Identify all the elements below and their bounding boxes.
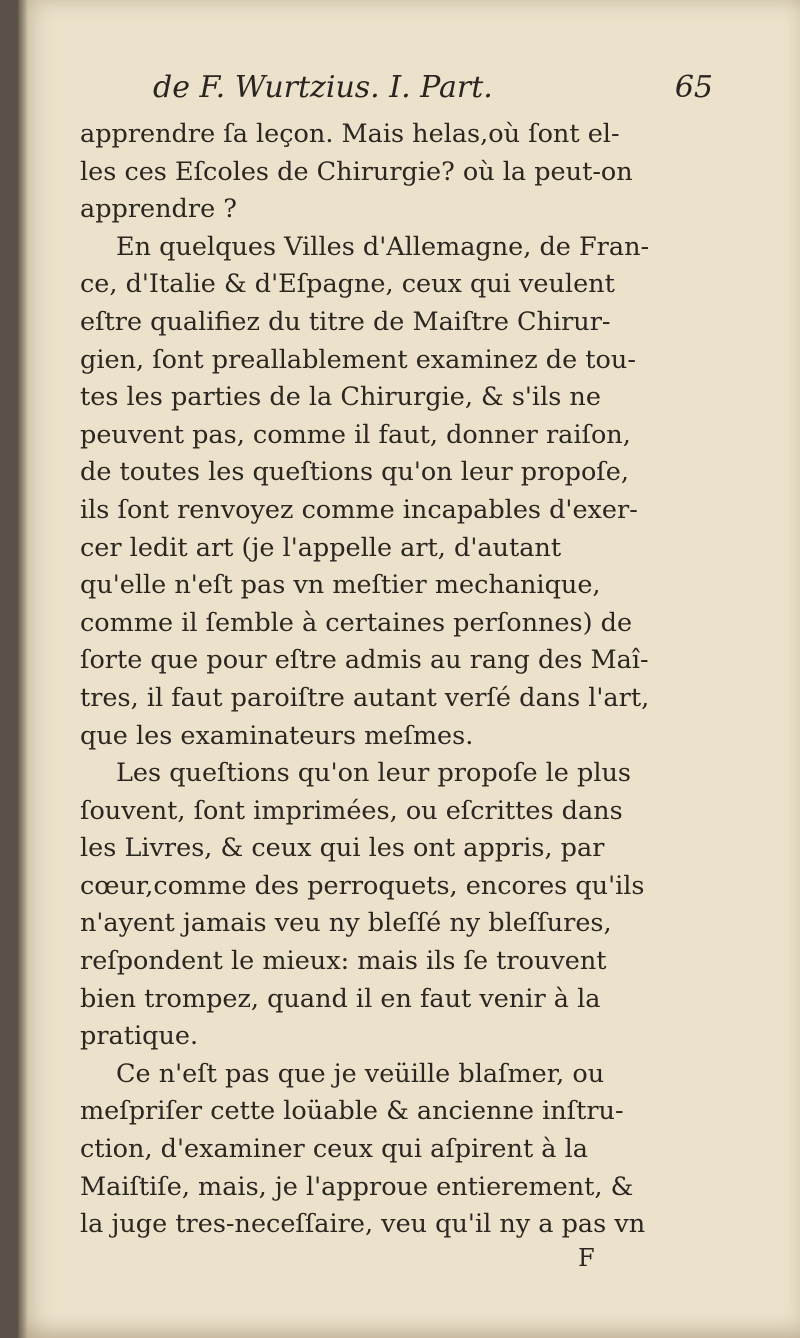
text-line: reſpondent le mieux: mais ils ſe trouvent [80,946,607,977]
text-line: peuvent pas, comme il faut, donner raiſon, [80,419,631,450]
page-number: 65 [674,70,713,105]
text-line: apprendre ? [80,194,237,225]
text-line: En quelques Villes d'Allemagne, de Fran- [116,231,650,262]
text-line: gien, ſont preallablement examinez de tou- [80,344,636,375]
text-line: meſpriſer cette loüable & ancienne inſtru- [80,1096,624,1127]
text-line: cœur,comme des perroquets, encores qu'ils [80,870,645,901]
running-title: de F. Wurtzius. I. Part. [153,70,493,105]
text-line: bien trompez, quand il en faut venir à la [80,983,601,1014]
text-line: pratique. [80,1021,199,1052]
text-line: Les queſtions qu'on leur propoſe le plus [116,758,631,789]
text-line: ſouvent, ſont imprimées, ou eſcrittes dans [80,795,623,826]
text-line: tres, il faut paroiſtre autant verſé dans l'art, [80,682,650,713]
text-line: cer ledit art (je l'appelle art, d'autant [80,532,562,563]
text-line: qu'elle n'eſt pas vn meſtier mechanique, [80,570,601,601]
text-line: comme il ſemble à certaines perſonnes) de [80,607,633,638]
text-line: les Livres, & ceux qui les ont appris, par [80,833,605,864]
signature-mark: F [578,1244,595,1272]
text-line: Ce n'eſt pas que je veüille blaſmer, ou [116,1058,605,1089]
book-page [18,0,800,1338]
text-line: les ces Eſcoles de Chirurgie? où la peut-on [80,156,633,187]
running-header [153,70,713,105]
text-line: n'ayent jamais veu ny bleſſé ny bleſſures, [80,908,612,939]
text-line: que les examinateurs meſmes. [80,720,474,751]
text-line: ction, d'examiner ceux qui aſpirent à la [80,1134,588,1165]
text-line: tes les parties de la Chirurgie, & s'ils ne [80,382,601,413]
text-line: la juge tres-neceſſaire, veu qu'il ny a pas vn [80,1209,646,1240]
text-line: ils ſont renvoyez comme incapables d'exer- [80,494,638,525]
text-line: eſtre qualifiez du titre de Maiſtre Chirur- [80,306,611,337]
text-line: de toutes les queſtions qu'on leur propoſe, [80,457,629,488]
text-line: apprendre ſa leçon. Mais helas,où ſont el- [80,119,620,149]
body-text [80,116,720,1244]
text-line: ce, d'Italie & d'Eſpagne, ceux qui veulent [80,269,615,300]
text-line: ſorte que pour eſtre admis au rang des Maî- [80,645,649,676]
text-line: Maiſtiſe, mais, je l'approue entierement, & [80,1171,634,1202]
